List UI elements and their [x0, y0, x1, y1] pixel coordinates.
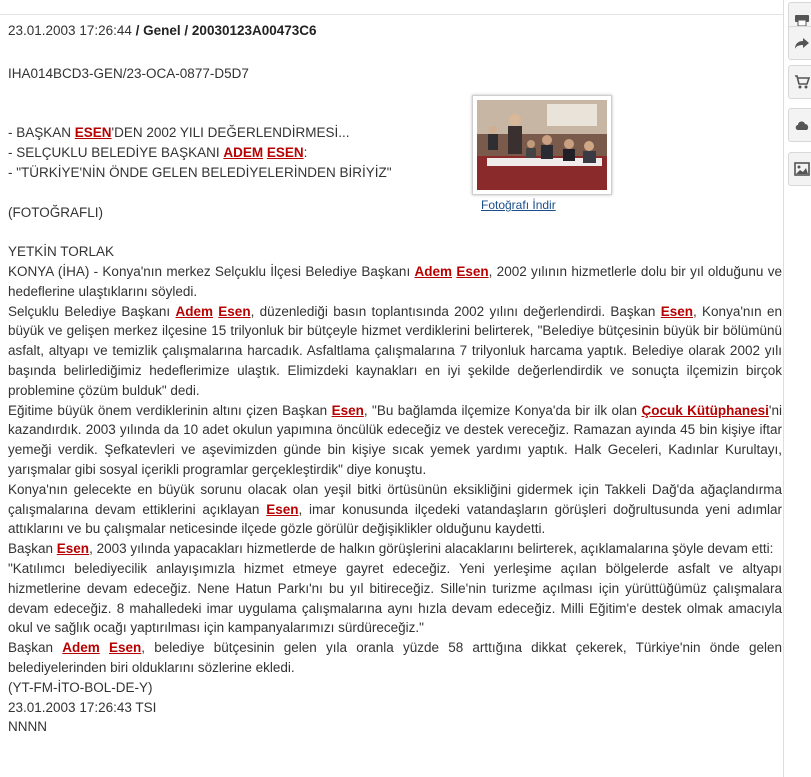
- highlight-term[interactable]: ADEM: [223, 145, 264, 161]
- print-icon: [794, 11, 810, 27]
- cloud-icon: [794, 117, 810, 133]
- highlight-term[interactable]: Çocuk Kütüphanesi: [641, 402, 769, 418]
- highlight-term[interactable]: Esen: [660, 303, 693, 319]
- news-date: 23.01.2003 17:26:44: [8, 23, 132, 38]
- headline-line-3: - "TÜRKİYE'NİN ÖNDE GELEN BELEDİYELERİNDEN BİRİYİZ": [8, 164, 392, 180]
- cloud-download-button[interactable]: [788, 108, 811, 142]
- image-icon: [794, 161, 810, 177]
- paragraph-5: Başkan Esen, 2003 yılında yapacakları hizmetlerde de halkın görüşlerini alacaklarını belirterek, açıklamalarına şöyle devam etti:: [8, 541, 774, 557]
- download-photo-link[interactable]: Fotoğrafı İndir: [481, 198, 556, 212]
- paragraph-4: Konya'nın gelecekte en büyük sorunu olacak olan yeşil bitki örtüsünün eksikliğini gidermek için Takkeli Dağ'da ağaçlandırma çalışmalarına devam ettiklerini açıklayan Esen, imar konusunda ilçedeki vatandaşların görüşleri doğrultusunda yeni adımlar attıklarını ve bu çalışmalar neticesinde ilçede gözle görülür değişiklikler olduğunu kaydetti.: [8, 481, 783, 537]
- share-button[interactable]: [788, 26, 811, 60]
- highlight-term[interactable]: ESEN: [74, 125, 112, 141]
- headline-line-2: - SELÇUKLU BELEDİYE BAŞKANI ADEM ESEN:: [8, 145, 308, 161]
- cart-icon: [794, 74, 810, 90]
- meta-separator: /: [180, 23, 192, 38]
- photo-note: (FOTOĞRAFLI): [8, 204, 104, 220]
- highlight-term[interactable]: Esen: [266, 501, 299, 517]
- news-photo-thumbnail[interactable]: [472, 95, 612, 195]
- article-body: [8, 64, 782, 737]
- news-code: IHA014BCD3-GEN/23-OCA-0877-D5D7: [8, 66, 249, 81]
- highlight-term[interactable]: Adem: [62, 640, 100, 656]
- highlight-term[interactable]: Esen: [331, 402, 364, 418]
- highlight-term[interactable]: Esen: [456, 263, 489, 279]
- highlight-term[interactable]: ESEN: [266, 145, 304, 161]
- footer-timestamp: 23.01.2003 17:26:43 TSI: [8, 699, 157, 715]
- footer-codes: (YT-FM-İTO-BOL-DE-Y): [8, 679, 153, 695]
- press-conference-photo: [477, 100, 607, 190]
- paragraph-1: KONYA (İHA) - Konya'nın merkez Selçuklu İlçesi Belediye Başkanı Adem Esen, 2002 yılının hizmetlerle dolu bir yıl olduğunu ve hedeflerine ulaştıklarını söyledi.: [8, 263, 782, 299]
- image-button[interactable]: [788, 152, 811, 186]
- news-category: Genel: [143, 23, 181, 38]
- share-icon: [794, 35, 810, 51]
- highlight-term[interactable]: Adem: [175, 303, 213, 319]
- meta-separator: /: [131, 23, 144, 38]
- highlight-term[interactable]: Esen: [108, 640, 142, 656]
- highlight-term[interactable]: Adem: [414, 263, 453, 279]
- cart-button[interactable]: [788, 65, 811, 99]
- paragraph-6: "Katılımcı belediyecilik anlayışımızla hizmet etmeye gayret edeceğiz. Yeni yerleşime açılan bölgelerde asfalt ve altyapı hizmetlerine devam edeceğiz. Nene Hatun Parkı'nı bu yıl bitireceğiz. Sille'nin turizme açılması için yürüttüğümüz çalışmalara devam edeceğiz. 8 mahalledeki imar uygulama çalışmalarına aynı hızla devam edeceğiz. Milli Eğitim'e destek olmak amacıyla okul ve sağlık ocağı yaptırılması için kampanyalarımızı sürdüreceğiz.": [8, 560, 782, 636]
- paragraph-7: Başkan Adem Esen, belediye bütçesinin gelen yıla oranla yüzde 58 arttığına dikkat çekerek, Türkiye'nin önde gelen belediyelerinden biri olduklarını sözlerine ekledi.: [8, 640, 782, 675]
- author-name: YETKİN TORLAK: [8, 244, 115, 260]
- headline-line-1: - BAŞKAN ESEN'DEN 2002 YILI DEĞERLENDİRMESİ...: [8, 125, 350, 141]
- action-sidebar: [784, 0, 811, 777]
- footer-end-mark: NNNN: [8, 719, 47, 735]
- highlight-term[interactable]: Esen: [56, 541, 90, 557]
- highlight-term[interactable]: Esen: [218, 303, 251, 319]
- paragraph-3: Eğitime büyük önem verdiklerinin altını çizen Başkan Esen, "Bu bağlamda ilçemize Konya'da bir ilk olan Çocuk Kütüphanesi'ni kazandırdık. 2003 yılında da 10 adet okulun yapımına öncülük edeceğiz ve destek vereceğiz. Ramazan ayında 45 bin kişiye iftar yemeği verdik. Şefkatevleri ve aşevimizden günde bin kişiye sıcak yemek yardımı yaptık. Halk Geceleri, Kadınlar Kurultayı, yarışmalar gibi sosyal içerikli programlar gerçekleştirdik" diye konuştu.: [8, 402, 783, 477]
- news-meta-bar: [0, 14, 783, 50]
- news-id: 20030123A00473C6: [191, 23, 317, 38]
- paragraph-2: Selçuklu Belediye Başkanı Adem Esen, düzenlediği basın toplantısında 2002 yılını değerlendirdi. Başkan Esen, Konya'nın en büyük ve gelişen merkez ilçesine 15 trilyonluk bir bütçeyle hizmet verdiklerini belirterek, "Belediye bütçesinin büyük bir bölümünü asfalt, altyapı ve temizlik çalışmalarına harcadık. Asfaltlama çalışmalarına 7 trilyonluk harcama yaptık. Belediye olarak 2002 yılı başında belirlediğimiz hedeflerimize ulaştık. Elimizdeki kaynakları en iyi şekilde değerlendirdik ve sonuçta ilçemizin birçok problemine çözüm bulduk" dedi.: [8, 303, 782, 398]
